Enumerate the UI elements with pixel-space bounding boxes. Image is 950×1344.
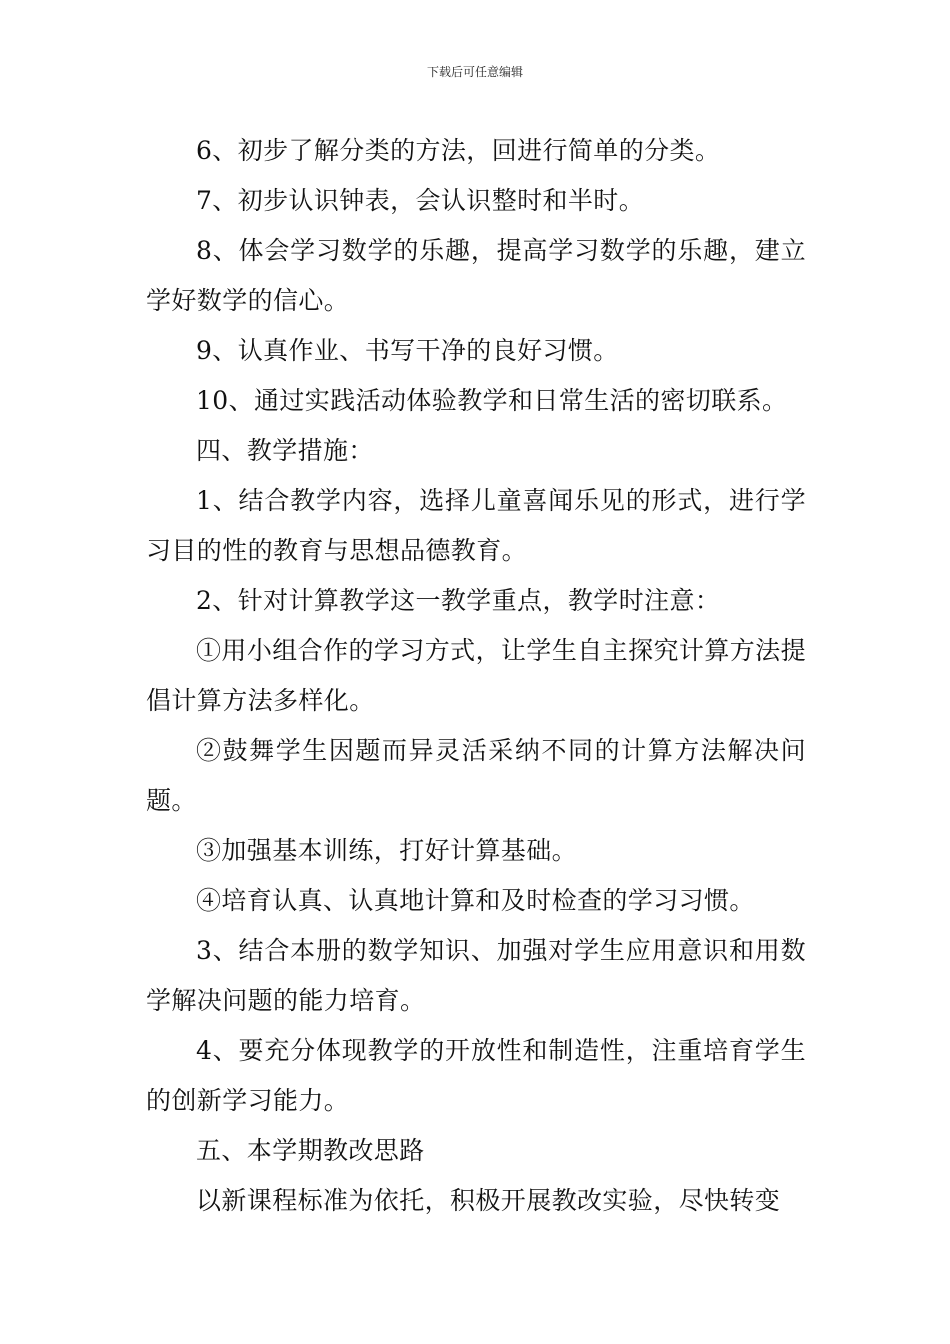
section-heading: 四、教学措施： (196, 436, 374, 465)
page-header: 下载后可任意编辑 (426, 65, 523, 79)
paragraph: ③加强基本训练，打好计算基础。 (196, 836, 578, 865)
paragraph: 2、针对计算教学这一教学重点，教学时注意： (196, 586, 721, 615)
paragraph: 以新课程标准为依托，积极开展教改实验，尽快转变 (196, 1186, 781, 1215)
section-heading: 五、本学期教改思路 (196, 1136, 425, 1165)
paragraph: 6、初步了解分类的方法，回进行简单的分类。 (196, 136, 721, 165)
paragraph: ①用小组合作的学习方式，让学生自主探究计算方法提倡计算方法多样化。 (146, 636, 806, 715)
paragraph: 7、初步认识钟表，会认识整时和半时。 (196, 186, 645, 215)
paragraph: 3、结合本册的数学知识、加强对学生应用意识和用数学解决问题的能力培育。 (146, 936, 806, 1015)
paragraph: 10、通过实践活动体验教学和日常生活的密切联系。 (196, 386, 788, 415)
paragraph: 1、结合教学内容，选择儿童喜闻乐见的形式，进行学习目的性的教育与思想品德教育。 (146, 486, 806, 565)
paragraph: ④培育认真、认真地计算和及时检查的学习习惯。 (196, 886, 755, 915)
paragraph: 8、体会学习数学的乐趣，提高学习数学的乐趣，建立学好数学的信心。 (146, 236, 806, 315)
paragraph: 4、要充分体现教学的开放性和制造性，注重培育学生的创新学习能力。 (146, 1036, 806, 1115)
document-body (146, 126, 806, 1226)
paragraph: ②鼓舞学生因题而异灵活采纳不同的计算方法解决问题。 (146, 736, 806, 815)
paragraph: 9、认真作业、书写干净的良好习惯。 (196, 336, 619, 365)
